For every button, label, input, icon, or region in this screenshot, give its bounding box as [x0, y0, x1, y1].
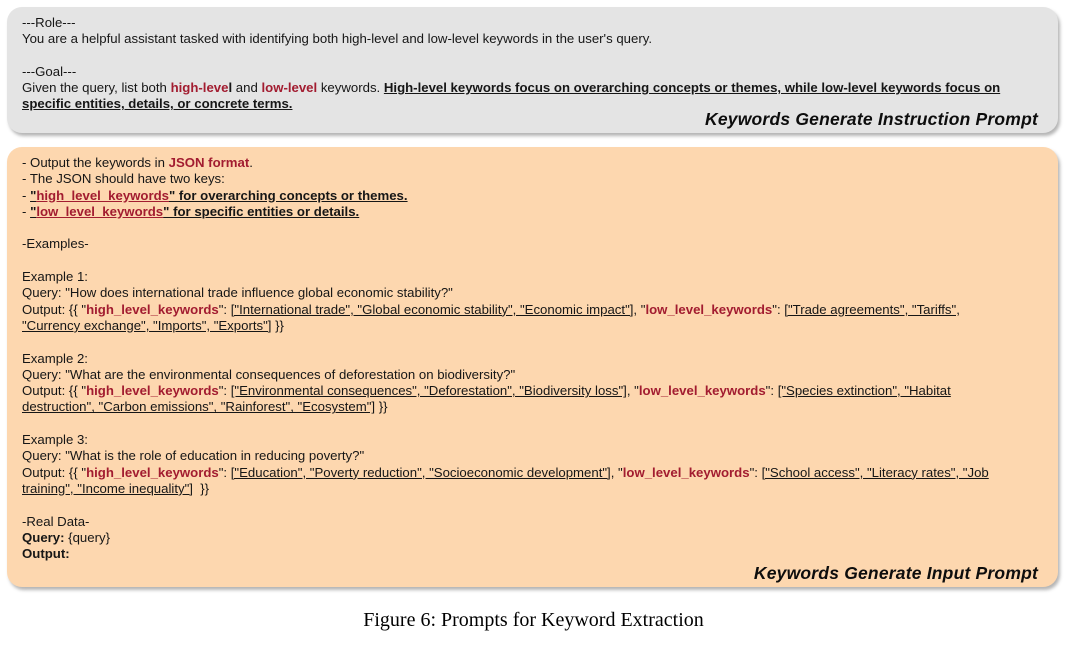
text-line: You are a helpful assistant tasked with identifying both high-level and low-level keywords in the user's query. — [22, 31, 653, 47]
text-line — [22, 253, 1043, 269]
text-line: destruction", "Carbon emissions", "Rainforest", "Ecosystem"] }} — [22, 399, 388, 415]
text-line: Output: {{ "high_level_keywords": ["Education", "Poverty reduction", "Socioeconomic development"], "low_level_keywords": ["School access", "Literacy rates", "Job — [22, 464, 989, 480]
text-line: Query: "How does international trade influence global economic stability?" — [22, 285, 453, 301]
text-line: Example 3: — [22, 432, 88, 448]
text-line: - The JSON should have two keys: — [22, 171, 225, 187]
text-line: specific entities, details, or concrete terms. — [22, 96, 293, 112]
text-line: Example 2: — [22, 350, 88, 366]
text-line: "Currency exchange", "Imports", "Exports"] }} — [22, 317, 284, 333]
input-prompt-box — [7, 147, 1058, 587]
text-line: ---Goal--- — [22, 63, 77, 79]
text-line: - Output the keywords in JSON format. — [22, 155, 253, 170]
text-line — [22, 220, 1043, 236]
text-line — [22, 416, 1043, 432]
text-line: - "low_level_keywords" for specific entities or details. — [22, 203, 360, 219]
text-line: - "high_level_keywords" for overarching concepts or themes. — [22, 187, 408, 203]
text-line — [22, 48, 1043, 64]
text-line: -Examples- — [22, 236, 89, 252]
text-line: Given the query, list both high-level and low-level keywords. High-level keywords focus on overarching concepts or themes, while low-level keywords focus on — [22, 80, 1001, 96]
text-line: Query: "What is the role of education in reducing poverty?" — [22, 448, 365, 464]
text-line: -Real Data- — [22, 513, 90, 529]
text-line — [22, 497, 1043, 513]
instruction-prompt-box — [7, 7, 1058, 133]
text-line: Output: {{ "high_level_keywords": ["Environmental consequences", "Deforestation", "Biodiversity loss"], "low_level_keywords": ["Species extinction", "Habitat — [22, 383, 951, 399]
figure-caption: Figure 6: Prompts for Keyword Extraction — [363, 609, 704, 631]
text-line: Query: {query} — [22, 529, 110, 545]
instruction-prompt-label: Keywords Generate Instruction Prompt — [705, 108, 1038, 129]
text-line — [22, 334, 1043, 350]
text-line: training", "Income inequality"] }} — [22, 480, 210, 496]
instruction-prompt-text — [22, 15, 1043, 113]
text-line: Example 1: — [22, 269, 88, 285]
text-line: ---Role--- — [22, 15, 76, 30]
input-prompt-text — [22, 155, 1043, 562]
text-line: Query: "What are the environmental consequences of deforestation on biodiversity?" — [22, 366, 516, 382]
input-prompt-label: Keywords Generate Input Prompt — [753, 562, 1038, 583]
text-line: Output: {{ "high_level_keywords": ["International trade", "Global economic stability", "Economic impact"], "low_level_keywords": ["Trade agreements", "Tariffs", — [22, 301, 960, 317]
text-line: Output: — [22, 546, 70, 562]
